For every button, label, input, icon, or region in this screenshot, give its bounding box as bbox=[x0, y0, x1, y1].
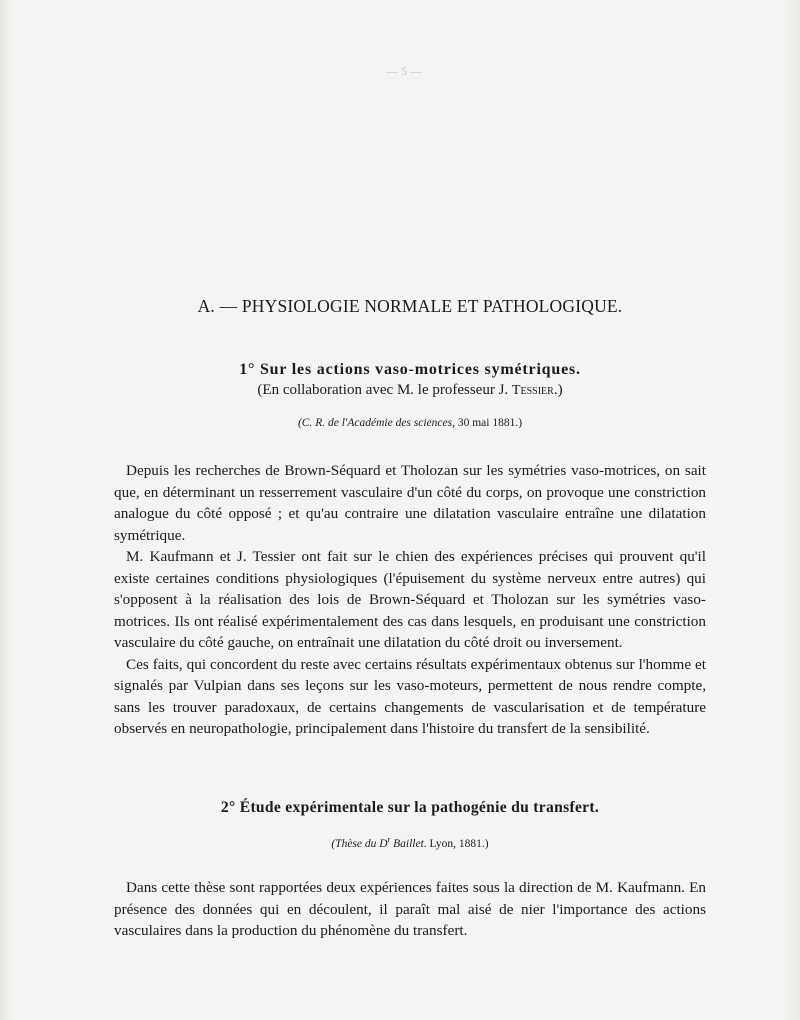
citation-rest: . Lyon, 1881.) bbox=[423, 837, 489, 850]
article-1-paragraph-3: Ces faits, qui concordent du reste avec certains résultats expérimentaux obtenus sur l'homme et signalés par Vulpian dans ses leçons sur les vaso-moteurs, permettent de nous rendre compte, sans les trouver paradoxaux, de certains changements de vascularisation et de température observés en neuropathologie, principalement dans l'histoire du transfert de la sensibilité. bbox=[114, 655, 706, 737]
page-number: — 5 — bbox=[386, 64, 422, 78]
citation-author: Baillet bbox=[390, 837, 424, 850]
article-2-title: 2° Étude expérimentale sur la pathogénie du transfert. bbox=[220, 799, 600, 816]
article-1-title: 1° Sur les actions vaso-motrices symétriques. bbox=[239, 361, 581, 378]
article-1-paragraph-1: Depuis les recherches de Brown-Séquard et Tholozan sur les symétries vaso-motrices, on sait que, en déterminant un resserrement vasculaire d'un côté du corps, on provoque une constriction analogue du côté opposé ; et qu'au contraire une dilatation vasculaire entraîne une dilatation symétrique. bbox=[114, 462, 706, 544]
article-2-citation bbox=[114, 835, 706, 850]
article-1-paragraph-2: M. Kaufmann et J. Tessier ont fait sur le chien des expériences précises qui prouvent qu'il existe certaines conditions physiologiques (l'épuisement du système nerveux entre autres) qui s'opposent à la réalisation des lois de Brown-Séquard et Tholozan sur les symétries vaso-motrices. Ils ont réalisé expérimentalement des cas dans lesquels, en produisant une constriction vasculaire du côté gauche, on entraînait une dilatation du côté droit ou inversement. bbox=[114, 548, 706, 651]
article-2-paragraph-1: Dans cette thèse sont rapportées deux expériences faites sous la direction de M. Kaufmann. En présence des données qui en découlent, il paraît mal aisé de nier l'importance des actions vasculaires dans la production du phénomène du transfert. bbox=[114, 879, 706, 939]
citation-sup: r bbox=[387, 835, 391, 844]
citation-date: , 30 mai 1881.) bbox=[452, 417, 523, 429]
article-1-body bbox=[114, 460, 706, 740]
article-2-body bbox=[114, 877, 706, 942]
collaboration-prefix: (En collaboration avec M. le professeur J. bbox=[257, 382, 512, 398]
article-1-citation bbox=[114, 417, 706, 429]
collaboration-name: Tessier bbox=[511, 383, 554, 398]
section-heading: A. — PHYSIOLOGIE NORMALE ET PATHOLOGIQUE. bbox=[197, 296, 623, 316]
article-1-collaboration bbox=[114, 382, 706, 399]
citation-thesis: (Thèse du D bbox=[331, 837, 388, 850]
collaboration-suffix: .) bbox=[553, 382, 563, 398]
citation-journal: (C. R. de l'Académie des sciences bbox=[297, 417, 453, 429]
